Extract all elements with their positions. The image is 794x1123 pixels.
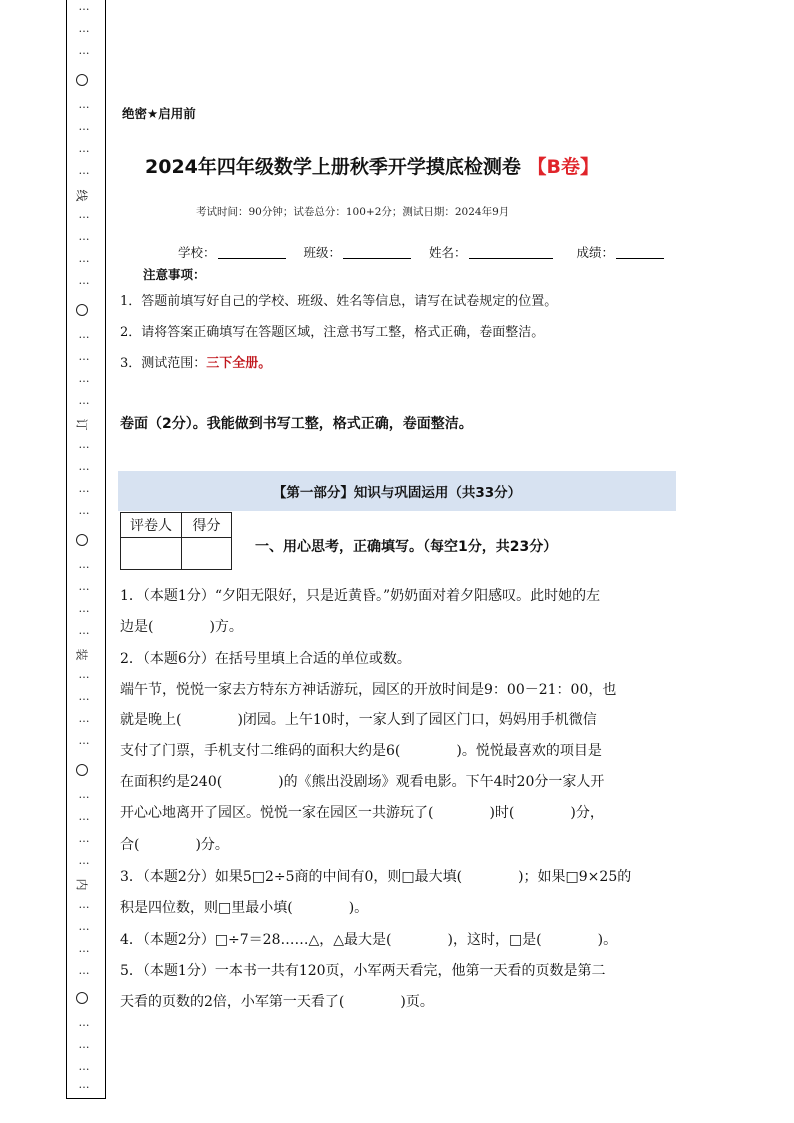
binding-dots: …	[78, 1038, 90, 1051]
binding-dots: …	[78, 920, 90, 933]
score-blank[interactable]	[616, 246, 664, 259]
binding-dots: …	[78, 832, 90, 845]
question-line: 2．（本题6分）在括号里填上合适的单位或数。	[120, 651, 411, 667]
binding-char-inner: 内	[74, 878, 89, 891]
binding-dots: …	[78, 602, 90, 615]
part-1-title: 【第一部分】知识与巩固运用（共33分）	[272, 485, 522, 501]
question-line: 合( )分。	[120, 837, 229, 853]
binding-dots: …	[78, 208, 90, 221]
question-line: 天看的页数的2倍，小军第一天看了( )页。	[120, 994, 434, 1010]
binding-dots: …	[78, 734, 90, 747]
binding-dots: …	[78, 274, 90, 287]
test-scope: 三下全册。	[206, 356, 272, 371]
binding-dots: …	[78, 394, 90, 407]
binding-dots: …	[78, 580, 90, 593]
binding-dots: …	[78, 22, 90, 35]
question-line: 在面积约是240( )的《熊出没剧场》观看电影。下午4时20分一家人开	[120, 774, 605, 790]
binding-hole	[76, 764, 88, 776]
binding-dots: …	[78, 788, 90, 801]
binding-dots: …	[78, 98, 90, 111]
binding-column	[67, 0, 105, 1098]
binding-dots: …	[78, 350, 90, 363]
exam-title	[145, 152, 665, 179]
binding-dots: …	[78, 1060, 90, 1073]
binding-dots: …	[78, 164, 90, 177]
school-label: 学校：	[178, 245, 216, 260]
binding-dots: …	[78, 898, 90, 911]
binding-dots: …	[78, 942, 90, 955]
binding-dots: …	[78, 372, 90, 385]
score-label: 成绩：	[576, 245, 615, 260]
grading-table	[120, 512, 232, 570]
notice-item-3-prefix: 3．测试范围：	[120, 356, 207, 371]
name-label: 姓名：	[429, 245, 467, 260]
class-label: 班级：	[303, 245, 342, 260]
binding-char-bind: 装	[74, 648, 89, 661]
question-line: 端午节，悦悦一家去方特东方神话游玩，园区的开放时间是9：00－21：00，也	[120, 682, 617, 698]
notice-item-2: 2．请将答案正确填写在答题区域，注意书写工整，格式正确，卷面整洁。	[120, 325, 545, 340]
binding-dots: …	[78, 1078, 90, 1091]
exam-info: 考试时间：90分钟；试卷总分：100+2分；测试日期：2024年9月	[196, 206, 510, 218]
binding-margin	[66, 0, 106, 1099]
binding-dots: …	[78, 854, 90, 867]
question-line: 5．（本题1分）一本书一共有120页，小军两天看完，他第一天看的页数是第二	[120, 963, 606, 979]
confidential-label: 绝密★启用前	[122, 106, 196, 121]
score-cell-label: 得分	[182, 513, 232, 538]
question-line: 边是( )方。	[120, 619, 243, 635]
binding-dots: …	[78, 964, 90, 977]
binding-dots: …	[78, 252, 90, 265]
binding-dots: …	[78, 142, 90, 155]
student-info-fields	[178, 243, 676, 261]
question-line: 3．（本题2分）如果5□2÷5商的中间有0，则□最大填( )；如果□9×25的	[120, 869, 632, 885]
class-blank[interactable]	[343, 246, 411, 259]
binding-hole	[76, 534, 88, 546]
question-line: 4．（本题2分）□÷7＝28……△，△最大是( )，这时，□是( )。	[120, 932, 618, 948]
binding-dots: …	[78, 810, 90, 823]
binding-char-order: 订	[74, 418, 89, 431]
notice-heading: 注意事项：	[143, 267, 206, 282]
binding-hole	[76, 74, 88, 86]
section-title: 一、用心思考，正确填写。（每空1分，共23分）	[255, 539, 558, 555]
score-cell[interactable]	[182, 538, 232, 570]
binding-dots: …	[78, 668, 90, 681]
binding-dots: …	[78, 712, 90, 725]
binding-dots: …	[78, 482, 90, 495]
binding-dots: …	[78, 230, 90, 243]
binding-hole	[76, 304, 88, 316]
question-line: 1．（本题1分）“夕阳无限好，只是近黄昏。”奶奶面对着夕阳感叹。此时她的左	[120, 588, 601, 604]
binding-hole	[76, 992, 88, 1004]
question-line: 就是晚上( )闭园。上午10时，一家人到了园区门口，妈妈用手机微信	[120, 712, 597, 728]
grader-cell[interactable]	[121, 538, 182, 570]
binding-dots: …	[78, 438, 90, 451]
question-line: 开心心地离开了园区。悦悦一家在园区一共游玩了( )时( )分，	[120, 805, 604, 821]
part-1-header	[118, 471, 676, 511]
binding-char-line: 线	[74, 189, 89, 202]
school-blank[interactable]	[218, 246, 286, 259]
binding-dots: …	[78, 1016, 90, 1029]
exam-title-main: 2024年四年级数学上册秋季开学摸底检测卷	[145, 156, 521, 178]
binding-dots: …	[78, 624, 90, 637]
binding-dots: …	[78, 460, 90, 473]
neatness-statement: 卷面（2分）。我能做到书写工整，格式正确，卷面整洁。	[120, 416, 473, 432]
name-blank[interactable]	[469, 246, 553, 259]
question-line: 积是四位数，则□里最小填( )。	[120, 900, 369, 916]
binding-dots: …	[78, 328, 90, 341]
question-line: 支付了门票，手机支付二维码的面积大约是6( )。悦悦最喜欢的项目是	[120, 743, 602, 759]
binding-dots: …	[78, 44, 90, 57]
binding-dots: …	[78, 504, 90, 517]
binding-dots: …	[78, 120, 90, 133]
notice-item-3	[120, 352, 271, 371]
binding-dots: …	[78, 558, 90, 571]
grader-label: 评卷人	[121, 513, 182, 538]
exam-title-tag: 【B卷】	[527, 156, 599, 178]
binding-dots: …	[78, 690, 90, 703]
binding-dots: …	[78, 0, 90, 13]
notice-item-1: 1．答题前填写好自己的学校、班级、姓名等信息，请写在试卷规定的位置。	[120, 294, 558, 309]
